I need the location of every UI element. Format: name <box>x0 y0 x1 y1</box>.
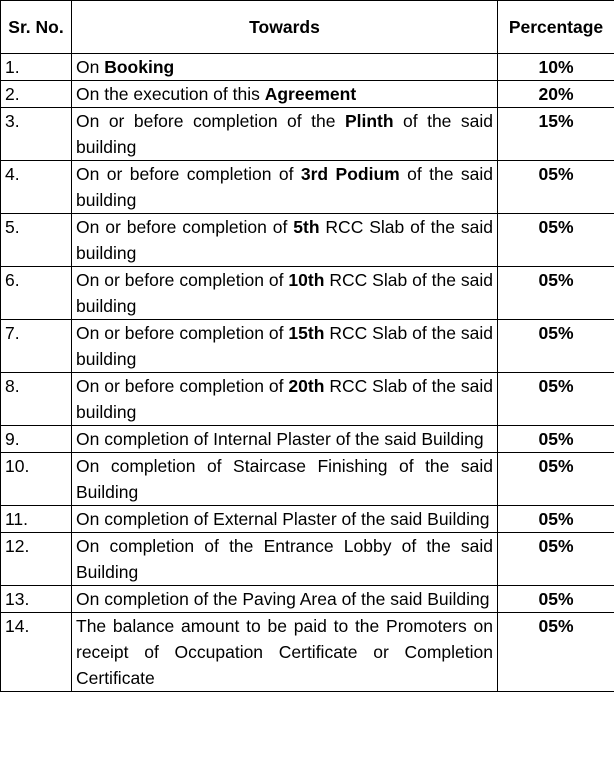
towards-text: On the execution of this <box>76 84 265 104</box>
towards-text: of the said building <box>76 164 493 210</box>
table-row <box>1 426 614 453</box>
table-row <box>1 214 614 267</box>
row-towards <box>72 426 498 453</box>
towards-bold-text: 10th <box>288 270 325 290</box>
towards-text: On or before completion of <box>76 164 301 184</box>
row-percentage: 05% <box>498 453 614 506</box>
table-row <box>1 613 614 692</box>
towards-bold-text: 15th <box>288 323 325 343</box>
row-percentage: 05% <box>498 373 614 426</box>
row-sr-no: 14. <box>1 613 72 692</box>
row-sr-no: 10. <box>1 453 72 506</box>
towards-text: On or before completion of <box>76 270 289 290</box>
row-percentage: 05% <box>498 506 614 533</box>
table-row <box>1 453 614 506</box>
towards-text: On completion of the Paving Area of the said Building <box>76 589 490 609</box>
towards-text: RCC Slab of the said building <box>76 270 494 316</box>
towards-text: RCC Slab of the said building <box>76 217 493 263</box>
towards-bold-text: 3rd Podium <box>300 164 400 184</box>
towards-bold-text: Plinth <box>344 111 394 131</box>
row-percentage: 05% <box>498 214 614 267</box>
row-towards <box>72 320 498 373</box>
row-sr-no: 11. <box>1 506 72 533</box>
towards-bold-text: Agreement <box>264 84 357 104</box>
row-sr-no: 3. <box>1 108 72 161</box>
row-towards <box>72 506 498 533</box>
towards-text: On or before completion of <box>76 376 289 396</box>
row-towards <box>72 108 498 161</box>
row-sr-no: 5. <box>1 214 72 267</box>
table-row <box>1 533 614 586</box>
row-percentage: 05% <box>498 161 614 214</box>
row-sr-no: 13. <box>1 586 72 613</box>
row-percentage: 10% <box>498 54 614 81</box>
towards-text: On or before completion of <box>76 217 294 237</box>
row-sr-no: 8. <box>1 373 72 426</box>
row-towards <box>72 453 498 506</box>
row-towards <box>72 81 498 108</box>
towards-text: On or before completion of <box>76 323 289 343</box>
row-percentage: 05% <box>498 533 614 586</box>
row-percentage: 05% <box>498 613 614 692</box>
row-percentage: 05% <box>498 320 614 373</box>
table-row <box>1 586 614 613</box>
row-sr-no: 2. <box>1 81 72 108</box>
towards-text: On completion of Internal Plaster of the said Building <box>76 429 484 449</box>
row-towards <box>72 214 498 267</box>
towards-text: RCC Slab of the said building <box>76 323 494 369</box>
row-percentage: 20% <box>498 81 614 108</box>
towards-text: On completion of Staircase Finishing of the said Building <box>76 456 493 502</box>
table-row <box>1 267 614 320</box>
row-towards <box>72 533 498 586</box>
row-percentage: 05% <box>498 267 614 320</box>
row-towards <box>72 586 498 613</box>
towards-text: On completion of External Plaster of the said Building <box>76 509 490 529</box>
towards-text: On completion of the Entrance Lobby of the said Building <box>76 536 493 582</box>
header-percentage: Percentage <box>498 1 614 54</box>
table-row <box>1 373 614 426</box>
row-sr-no: 9. <box>1 426 72 453</box>
towards-text: On or before completion of the <box>76 111 345 131</box>
towards-bold-text: Booking <box>104 57 175 77</box>
towards-text: of the said building <box>76 111 493 157</box>
header-row <box>1 1 614 54</box>
table-row <box>1 54 614 81</box>
header-towards: Towards <box>72 1 498 54</box>
row-towards <box>72 54 498 81</box>
towards-bold-text: 20th <box>288 376 325 396</box>
towards-text: The balance amount to be paid to the Promoters on receipt of Occupation Certificate or Completion Certificate <box>76 616 493 688</box>
row-sr-no: 12. <box>1 533 72 586</box>
row-percentage: 05% <box>498 586 614 613</box>
towards-text: RCC Slab of the said building <box>76 376 494 422</box>
row-towards <box>72 161 498 214</box>
table-body <box>1 54 614 692</box>
row-towards <box>72 613 498 692</box>
table-row <box>1 108 614 161</box>
header-sr-no: Sr. No. <box>1 1 72 54</box>
row-percentage: 15% <box>498 108 614 161</box>
row-sr-no: 4. <box>1 161 72 214</box>
towards-text: On <box>76 57 105 77</box>
row-sr-no: 6. <box>1 267 72 320</box>
table-row <box>1 320 614 373</box>
row-sr-no: 7. <box>1 320 72 373</box>
towards-bold-text: 5th <box>293 217 320 237</box>
row-towards <box>72 373 498 426</box>
table-row <box>1 81 614 108</box>
table-row <box>1 506 614 533</box>
table-row <box>1 161 614 214</box>
row-percentage: 05% <box>498 426 614 453</box>
row-sr-no: 1. <box>1 54 72 81</box>
row-towards <box>72 267 498 320</box>
